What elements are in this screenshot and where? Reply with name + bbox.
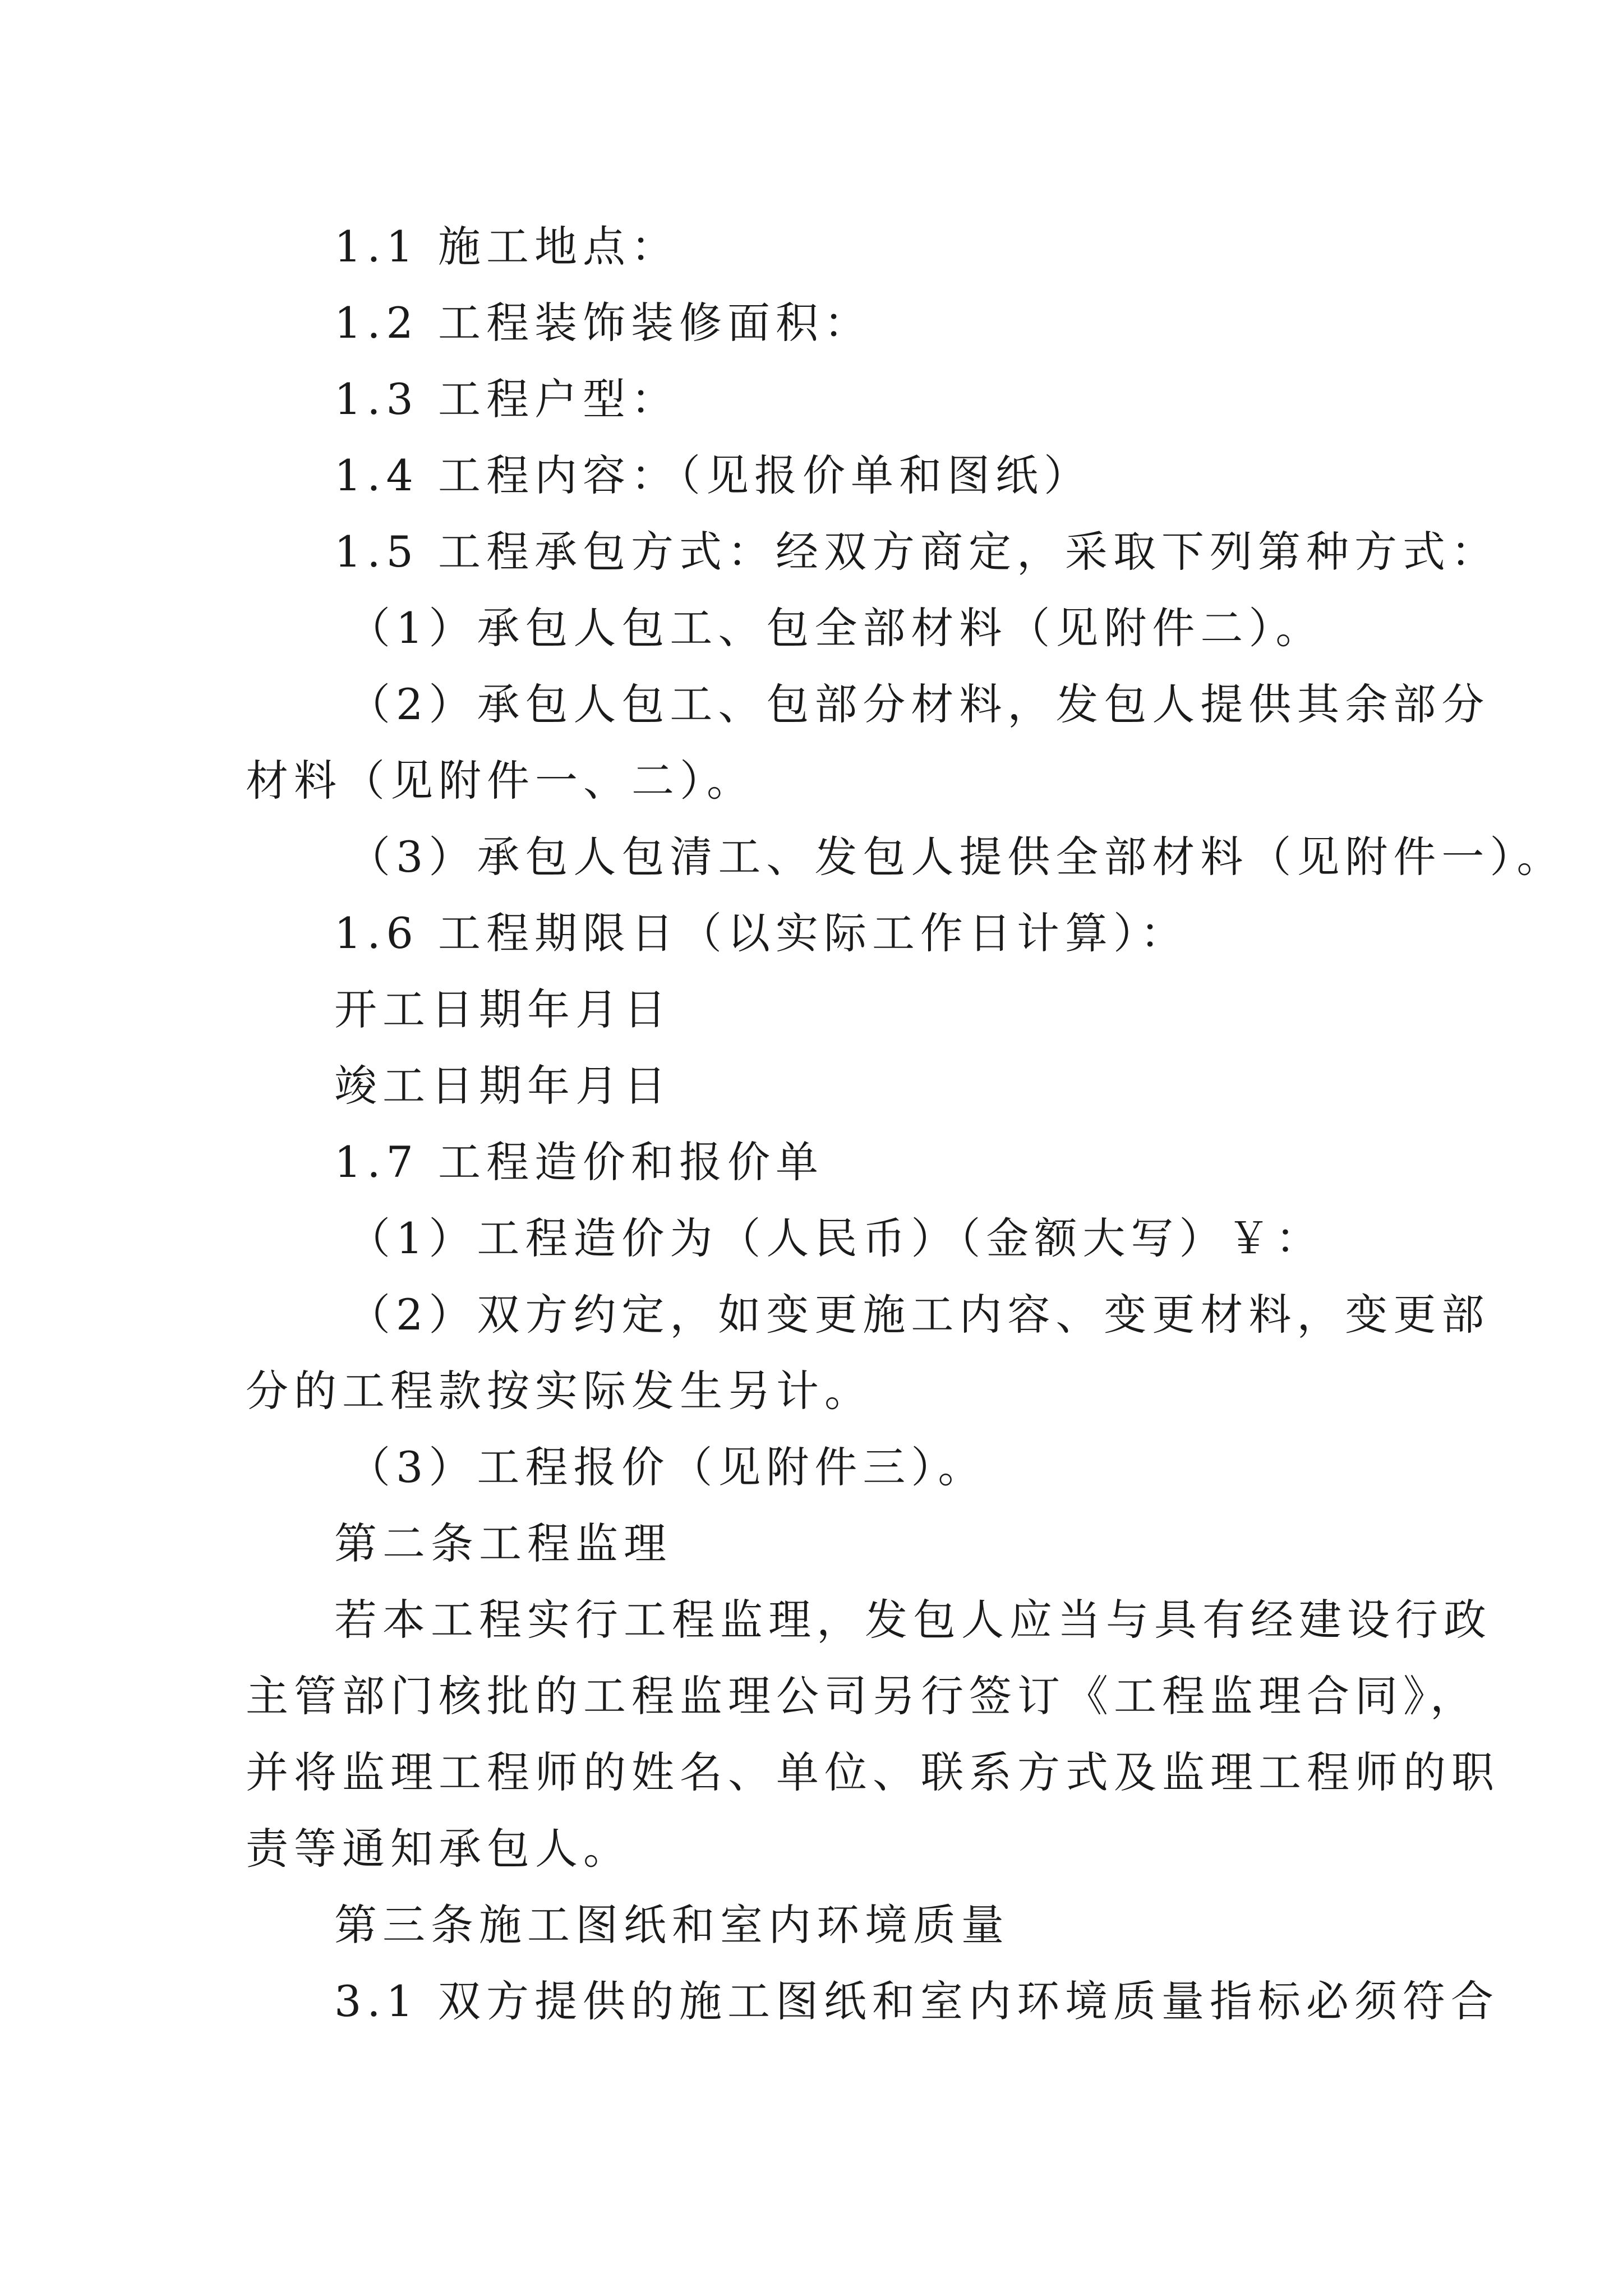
clause-1-6-duration: 1.6 工程期限日（以实际工作日计算）：: [334, 908, 1189, 958]
article-2-paragraph-line-2: 主管部门核批的工程监理公司另行签订《工程监理合同》，: [246, 1671, 1478, 1721]
article-2-paragraph-line-1: 若本工程实行工程监理，发包人应当与具有经建设行政: [334, 1595, 1492, 1645]
option-1-full-materials: （1）承包人包工、包全部材料（见附件二）。: [348, 603, 1324, 653]
article-2-paragraph-line-4: 责等通知承包人。: [246, 1824, 631, 1874]
clause-1-7-cost-and-quote: 1.7 工程造价和报价单: [334, 1137, 824, 1187]
option-2-continuation: 材料（见附件一、二）。: [246, 756, 755, 806]
article-3-heading: 第三条施工图纸和室内环境质量: [334, 1900, 1009, 1950]
article-2-heading: 第二条工程监理: [334, 1519, 672, 1568]
start-date: 开工日期年月日: [334, 984, 672, 1034]
clause-1-5-contract-mode: 1.5 工程承包方式：经双方商定，采取下列第种方式：: [334, 527, 1500, 577]
clause-1-3-unit-type: 1.3 工程户型：: [334, 374, 680, 424]
option-3-labor-only: （3）承包人包清工、发包人提供全部材料（见附件一）。: [348, 832, 1565, 882]
article-2-paragraph-line-3: 并将监理工程师的姓名、单位、联系方式及监理工程师的职: [246, 1747, 1500, 1797]
cost-item-3-quote: （3）工程报价（见附件三）。: [348, 1442, 986, 1492]
clause-1-2-decoration-area: 1.2 工程装饰装修面积：: [334, 298, 873, 348]
clause-3-1-standards: 3.1 双方提供的施工图纸和室内环境质量指标必须符合: [334, 1976, 1500, 2026]
cost-item-2-changes: （2）双方约定，如变更施工内容、变更材料，变更部: [348, 1290, 1490, 1340]
cost-item-1-amount: （1）工程造价为（人民币）（金额大写）￥：: [348, 1213, 1324, 1263]
clause-1-4-scope: 1.4 工程内容：（见报价单和图纸）: [334, 450, 1092, 500]
completion-date: 竣工日期年月日: [334, 1061, 672, 1111]
clause-1-1-construction-site: 1.1 施工地点：: [334, 222, 680, 272]
cost-item-2-continuation: 分的工程款按实际发生另计。: [246, 1366, 873, 1416]
option-2-partial-materials: （2）承包人包工、包部分材料，发包人提供其余部分: [348, 679, 1490, 729]
